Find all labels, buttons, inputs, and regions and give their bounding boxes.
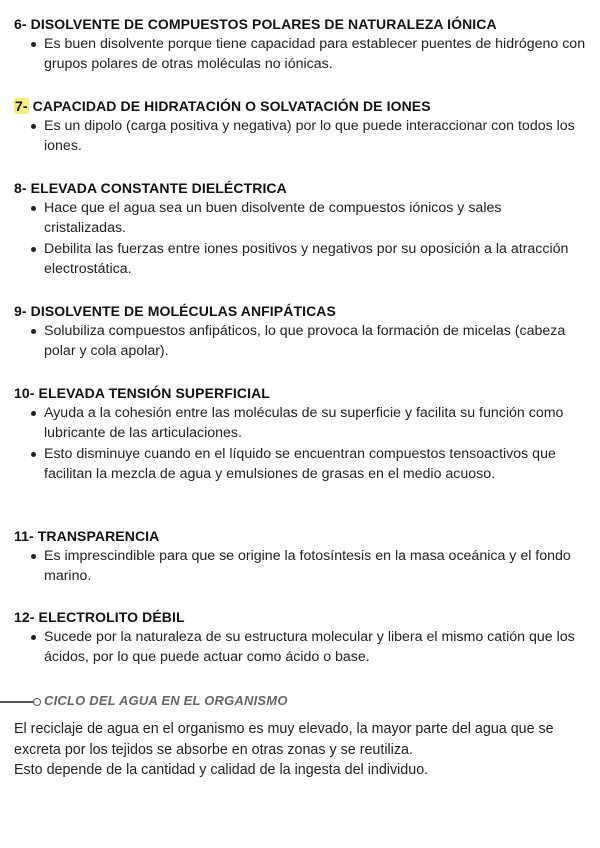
section-title: ELEVADA CONSTANTE DIELÉCTRICA [30,180,287,196]
bullet-list [14,546,586,587]
section-number: 12- [14,609,35,625]
section-6 [14,14,586,75]
section-10 [14,383,586,485]
section-9 [14,301,586,362]
highlighted-section-number: 7- [15,98,28,114]
list-item: Ayuda a la cohesión entre las moléculas de su superficie y facilita su función como lubricante de las articulaciones. [14,403,586,444]
paragraph-line: Esto depende de la cantidad y calidad de la ingesta del individuo. [14,762,429,779]
section-heading [14,14,586,34]
list-item: Debilita las fuerzas entre iones positivos y negativos por su oposición a la atracción electrostática. [14,239,586,280]
section-11 [14,526,586,587]
section-heading [14,178,586,198]
list-item: Es imprescindible para que se origine la fotosíntesis en la masa oceánica y el fondo marino. [14,546,586,587]
section-number: 6- [14,16,27,32]
section-7 [14,96,586,157]
list-item: Es un dipolo (carga positiva y negativa) por lo que puede interaccionar con todos los iones. [14,116,586,157]
section-number: 10- [14,385,35,401]
section-8 [14,178,586,280]
section-title: DISOLVENTE DE MOLÉCULAS ANFIPÁTICAS [30,303,336,319]
bullet-list [14,34,586,75]
cycle-heading: CICLO DEL AGUA EN EL ORGANISMO [44,693,288,708]
list-item: Solubiliza compuestos anfipáticos, lo que provoca la formación de micelas (cabeza polar y cola apolar). [14,321,586,362]
section-heading [14,301,586,321]
section-title: ELEVADA TENSIÓN SUPERFICIAL [38,385,270,401]
bullet-list [14,116,586,157]
list-item: Hace que el agua sea un buen disolvente de compuestos iónicos y sales cristalizadas. [14,198,586,239]
cycle-paragraph [14,719,586,781]
list-item: Es buen disolvente porque tiene capacidad para establecer puentes de hidrógeno con grupos polares de otras moléculas no iónicas. [14,34,586,75]
section-heading [14,526,586,546]
divider-line [0,701,34,703]
list-item: Sucede por la naturaleza de su estructura molecular y libera el mismo catión que los ácidos, por lo que puede actuar como ácido o base. [14,627,586,668]
bullet-list [14,403,586,485]
section-title: ELECTROLITO DÉBIL [38,609,185,625]
section-title: DISOLVENTE DE COMPUESTOS POLARES DE NATURALEZA IÓNICA [30,16,497,32]
bullet-list [14,627,586,668]
section-12 [14,607,586,668]
section-heading [14,607,586,627]
section-title: CAPACIDAD DE HIDRATACIÓN O SOLVATACIÓN DE IONES [32,98,431,114]
bullet-list [14,198,586,280]
section-title: TRANSPARENCIA [37,528,160,544]
section-heading [14,383,586,403]
list-item: Esto disminuye cuando en el líquido se encuentran compuestos tensoactivos que facilitan la mezcla de agua y emulsiones de grasas en el medio acuoso. [14,444,586,485]
divider-circle-icon [33,698,41,706]
section-number: 9- [14,303,27,319]
section-number: 8- [14,180,27,196]
section-number: 11- [14,528,34,544]
section-heading [14,96,586,116]
paragraph-line: El reciclaje de agua en el organismo es muy elevado, la mayor parte del agua que se excreta por los tejidos se absorbe en otras zonas y se reutiliza. [14,721,554,758]
bullet-list [14,321,586,362]
